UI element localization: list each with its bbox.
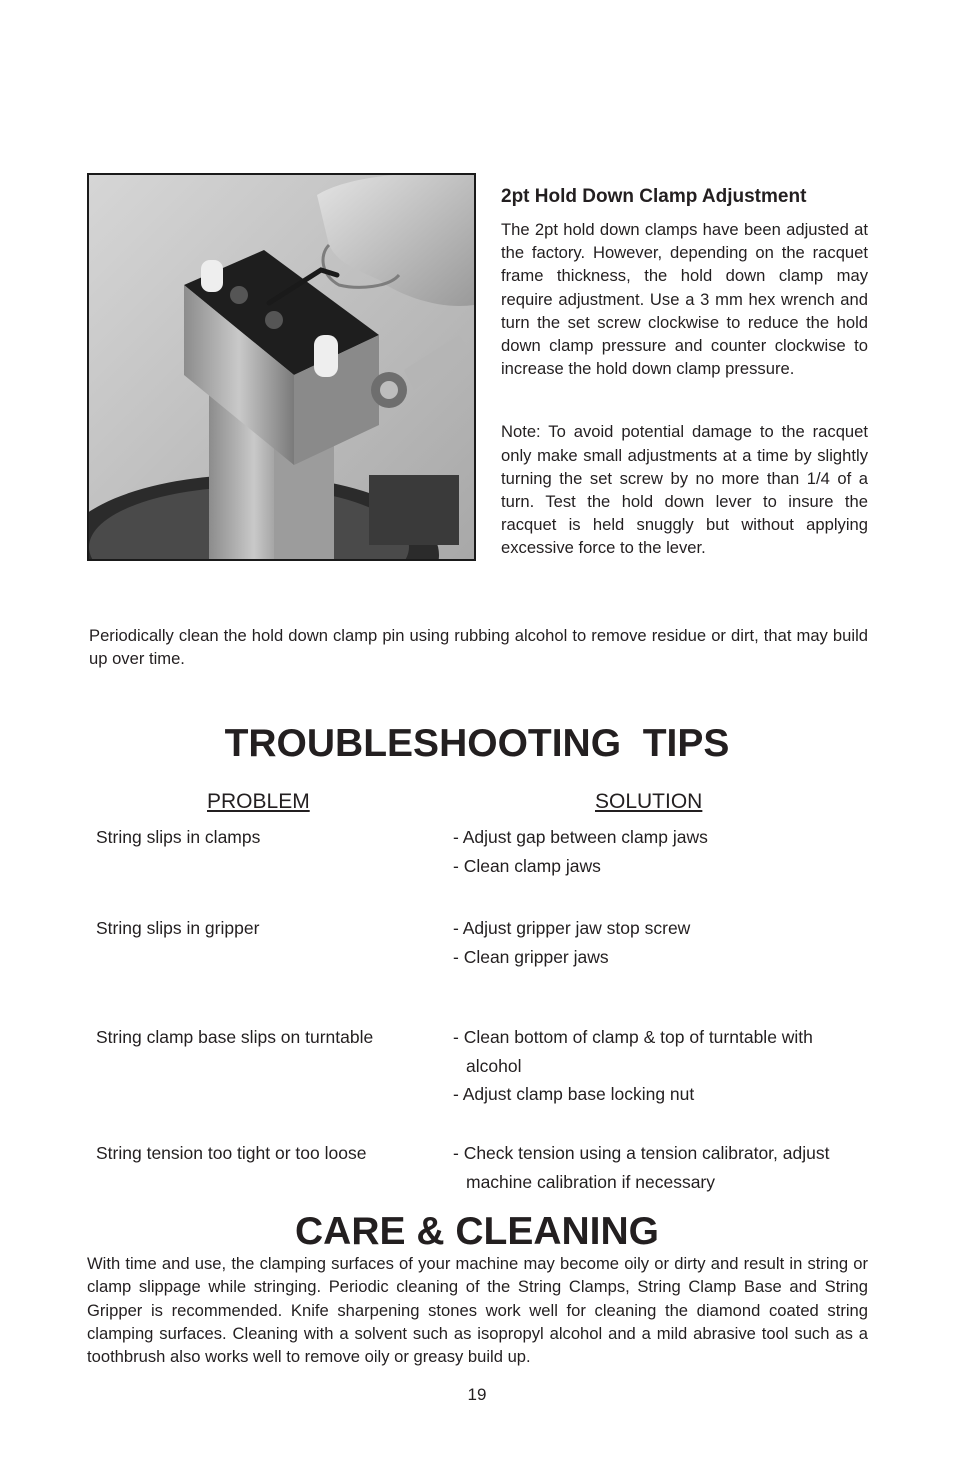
clamp-adjustment-photo (87, 173, 476, 561)
solution-column-header: SOLUTION (595, 790, 703, 813)
solution-text: - Adjust gripper jaw stop screw (453, 918, 691, 938)
solution-text: - Adjust gap between clamp jaws (453, 827, 708, 847)
problem-text: String clamp base slips on turntable (96, 1027, 374, 1047)
page-number: 19 (467, 1385, 487, 1404)
periodic-cleaning-paragraph: Periodically clean the hold down clamp pin using rubbing alcohol to remove residue or dirt, that may build up over time. (89, 626, 868, 668)
problem-column-header: PROBLEM (207, 790, 310, 813)
clamp-adjustment-section (501, 184, 868, 560)
solution-text: - Clean gripper jaws (453, 946, 609, 967)
problem-text: String slips in gripper (96, 918, 260, 938)
troubleshooting-title: TROUBLESHOOTING TIPS (224, 722, 730, 765)
hand-and-clamp-illustration (89, 175, 474, 559)
clamp-adjustment-note: Note: To avoid potential damage to the racquet only make small adjustments at a time by slightly turning the set screw by no more than 1/4 of a turn. Test the hold down lever to insure the racquet is held snuggly but without applying excessive force to the lever. (501, 422, 868, 558)
solution-text: - Adjust clamp base locking nut (453, 1084, 695, 1104)
problem-text: String slips in clamps (96, 827, 261, 847)
care-cleaning-paragraph: With time and use, the clamping surfaces of your machine may become oily or dirty and result in string or clamp slippage while stringing. Periodic cleaning of the String Clamps, String Clamp Base and String Gripper is recommended. Knife sharpening stones work well for cleaning the diamond coated string clamping surfaces. Cleaning with a solvent such as isopropyl alcohol and a mild abrasive tool such as a toothbrush also works well to remove oily or greasy build up. (87, 1254, 868, 1367)
solution-text: - Clean clamp jaws (453, 855, 601, 876)
clamp-adjustment-heading: 2pt Hold Down Clamp Adjustment (501, 186, 807, 207)
care-cleaning-title: CARE & CLEANING (294, 1210, 659, 1253)
problem-text: String tension too tight or too loose (96, 1143, 367, 1163)
clamp-adjustment-body: The 2pt hold down clamps have been adjusted at the factory. However, depending on the racquet frame thickness, the hold down clamp may require adjustment. Use a 3 mm hex wrench and turn the set screw clockwise to reduce the hold down clamp pressure and counter clockwise to increase the hold down clamp pressure. (501, 220, 868, 379)
solution-text: - Check tension using a tension calibrator, adjust machine calibration if necessary (453, 1143, 830, 1192)
solution-text: - Clean bottom of clamp & top of turntable with alcohol (453, 1027, 813, 1076)
